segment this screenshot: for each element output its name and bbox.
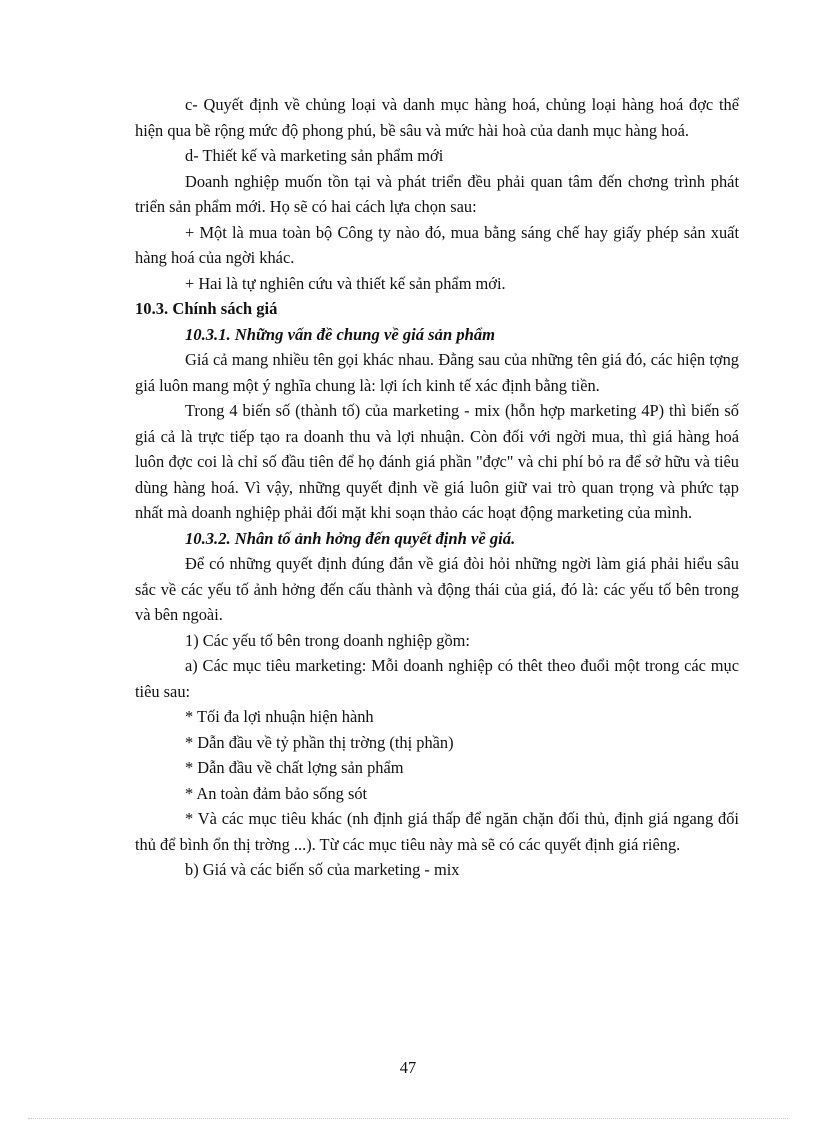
paragraph-price-and-mix: b) Giá và các biến số của marketing - mix <box>185 860 460 879</box>
paragraph-new-product-development: Doanh nghiệp muốn tồn tại và phát triển đều phải quan tâm đến chơng trình phát triển sản phẩm mới. Họ sẽ có hai cách lựa chọn sau: <box>135 171 739 216</box>
paragraph-option-research: + Hai là tự nghiên cứu và thiết kế sản phẩm mới. <box>185 273 506 293</box>
list-item-other-objectives: * Và các mục tiêu khác (nh định giá thấp để ngăn chặn đối thủ, định giá ngang đối thủ để bình ổn thị trờng ...). Từ các mục tiêu này mà sẽ có các quyết định giá riêng. <box>135 809 739 854</box>
paragraph-option-buy: + Một là mua toàn bộ Công ty nào đó, mua bằng sáng chế hay giấy phép sản xuất hàng hoá của ngời khác. <box>135 222 739 267</box>
list-item-market-share: * Dẫn đầu về tỷ phần thị trờng (thị phần) <box>185 732 454 752</box>
page-number: 47 <box>399 1058 417 1077</box>
subsection-heading-general-price-issues: 10.3.1. Những vấn đề chung về giá sản phẩm <box>185 324 496 344</box>
paragraph-price-meaning: Giá cả mang nhiều tên gọi khác nhau. Đằng sau của những tên giá đó, các hiện tợng giá luôn mang một ý nghĩa chung là: lợi ích kinh tế xác định bằng tiền. <box>135 350 739 395</box>
subsection-heading-price-factors: 10.3.2. Nhân tố ảnh hởng đến quyết định về giá. <box>185 528 516 548</box>
paragraph-marketing-objectives: a) Các mục tiêu marketing: Mỗi doanh nghiệp có thêt theo đuổi một trong các mục tiêu sau: <box>135 656 739 701</box>
paragraph-new-product-design: d- Thiết kế và marketing sản phẩm mới <box>185 146 444 165</box>
page-body <box>135 92 739 883</box>
section-heading-pricing-policy: 10.3. Chính sách giá <box>135 299 278 318</box>
paragraph-price-factors-intro: Để có những quyết định đúng đắn về giá đòi hỏi những ngời làm giá phải hiểu sâu sắc về các yếu tố ảnh hởng đến cấu thành và động thái của giá, đó là: các yếu tố bên trong và bên ngoài. <box>135 554 739 624</box>
paragraph-product-mix-decision: c- Quyết định về chủng loại và danh mục hàng hoá, chủng loại hàng hoá đợc thể hiện qua bề rộng mức độ phong phú, bề sâu và mức hài hoà của danh mục hàng hoá. <box>135 95 739 140</box>
list-item-product-quality: * Dẫn đầu về chất lợng sản phẩm <box>185 758 404 777</box>
list-item-max-profit: * Tối đa lợi nhuận hiện hành <box>185 707 374 726</box>
list-item-survival: * An toàn đảm bảo sống sót <box>185 783 368 803</box>
paragraph-price-role: Trong 4 biến số (thành tố) của marketing - mix (hỗn hợp marketing 4P) thì biến số giá cả là trực tiếp tạo ra doanh thu và lợi nhuận. Còn đối với ngời mua, thì giá hàng hoá luôn đợc coi là chỉ số đầu tiên để họ đánh giá phần "đợc" và chi phí bỏ ra để sở hữu và tiêu dùng hàng hoá. Vì vậy, những quyết định về giá luôn giữ vai trò quan trọng và phức tạp nhất mà doanh nghiệp phải đối mặt khi soạn thảo các hoạt động marketing của mình. <box>135 401 739 522</box>
paragraph-internal-factors: 1) Các yếu tố bên trong doanh nghiệp gồm: <box>185 630 470 650</box>
bottom-divider <box>28 1118 788 1119</box>
